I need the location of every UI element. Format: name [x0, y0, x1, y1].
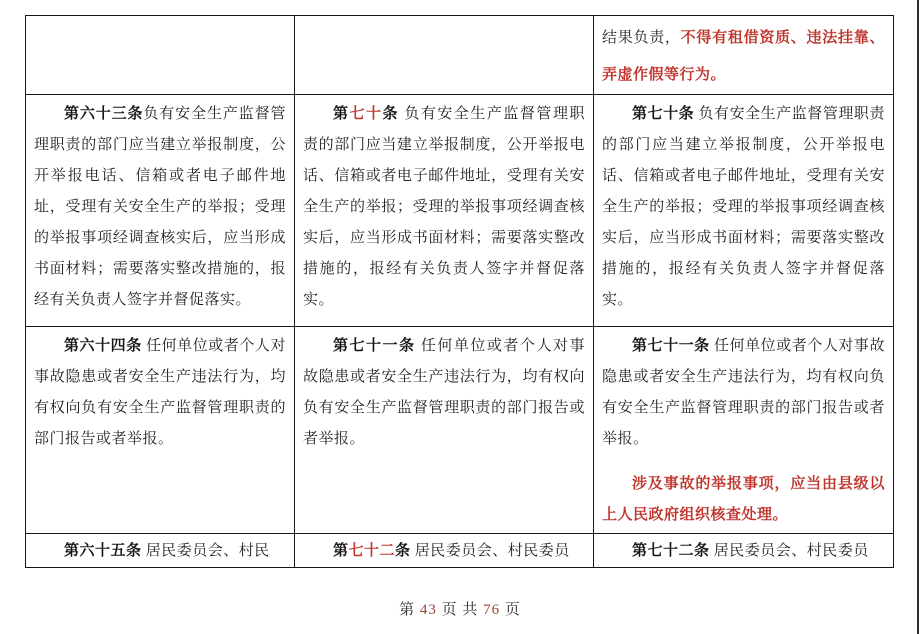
- text-segment: 涉及事故的举报事项，应当由县级以上人民政府组织核查处理。: [602, 476, 885, 523]
- text-segment: 第: [333, 106, 350, 122]
- text-segment: 第七十二条: [632, 543, 710, 559]
- text-segment: 页 共: [436, 602, 484, 618]
- text-segment: 第六十五条: [64, 543, 142, 559]
- article-64: [34, 331, 286, 455]
- article-72-clipped: [602, 536, 885, 567]
- cell-r4-col1: [26, 534, 295, 568]
- cell-r3-col1: [26, 327, 295, 534]
- table-row-3: [26, 327, 894, 534]
- text-segment: 居民委员会、村民委员: [709, 543, 869, 559]
- article-71-added-clause: [602, 469, 885, 531]
- article-63: [34, 99, 286, 316]
- table-row-4: [26, 534, 894, 568]
- cell-r2-col1: [26, 95, 295, 327]
- article-72-draft-clipped: [303, 536, 585, 567]
- cell-r1-col3: [594, 16, 894, 95]
- law-comparison-table: [25, 15, 894, 568]
- text-segment: 第: [333, 543, 349, 559]
- cell-r1-col1: [26, 16, 295, 95]
- text-segment: 页: [500, 602, 521, 618]
- cell-r3-col2: [295, 327, 594, 534]
- text-segment: 居民委员会、村民委员: [410, 543, 570, 559]
- cell-r3-col3: [594, 327, 894, 534]
- article-70-draft: [303, 99, 585, 316]
- article-65-clipped: [34, 536, 286, 567]
- text-segment: 七十: [349, 106, 383, 122]
- screenshot-right-edge-line: [917, 0, 919, 634]
- text-segment: 第七十条: [632, 106, 695, 122]
- page-number-footer: [0, 598, 920, 619]
- text-segment: 76: [483, 602, 501, 618]
- text-segment: 第六十三条: [64, 106, 144, 122]
- text-segment: 条: [395, 543, 411, 559]
- text-segment: 第六十四条: [64, 338, 142, 354]
- cell-r2-col2: [295, 95, 594, 327]
- paragraph-continuation: [602, 20, 885, 94]
- text-segment: 居民委员会、村民: [141, 543, 270, 559]
- text-segment: 第七十一条: [632, 338, 710, 354]
- article-71: [602, 331, 885, 455]
- text-segment: 负有安全生产监督管理职责的部门应当建立举报制度，公开举报电话、信箱或者电子邮件地址，受理有关安全生产的举报；受理的举报事项经调查核实后，应当形成书面材料；需要落实整改措施的，报经有关负责人签字并督促落实。: [34, 106, 286, 308]
- text-segment: 不得有租借资质、违法挂靠、弄虚作假等行为。: [602, 30, 885, 83]
- text-segment: 条: [382, 106, 400, 122]
- text-segment: 43: [419, 602, 437, 618]
- text-segment: 七十二: [348, 543, 396, 559]
- cell-r4-col2: [295, 534, 594, 568]
- text-segment: 任何单位或者个人对事故隐患或者安全生产违法行为，均有权向负有安全生产监督管理职责的部门报告或者举报。: [602, 338, 885, 447]
- cell-r1-col2: [295, 16, 594, 95]
- text-segment: 结果负责，: [602, 30, 681, 46]
- text-segment: 第七十一条: [333, 338, 416, 354]
- text-segment: 负有安全生产监督管理职责的部门应当建立举报制度，公开举报电话、信箱或者电子邮件地址，受理有关安全生产的举报；受理的举报事项经调查核实后，应当形成书面材料；需要落实整改措施的，报经有关负责人签字并督促落实。: [602, 106, 885, 308]
- article-71-draft: [303, 331, 585, 455]
- text-segment: 第: [399, 602, 420, 618]
- text-segment: 任何单位或者个人对事故隐患或者安全生产违法行为，均有权向负有安全生产监督管理职责的部门报告或者举报。: [303, 338, 585, 447]
- table-row-2: [26, 95, 894, 327]
- cell-r4-col3: [594, 534, 894, 568]
- article-70: [602, 99, 885, 316]
- cell-r2-col3: [594, 95, 894, 327]
- table-row-1: [26, 16, 894, 95]
- text-segment: 负有安全生产监督管理职责的部门应当建立举报制度，公开举报电话、信箱或者电子邮件地址，受理有关安全生产的举报；受理的举报事项经调查核实后，应当形成书面材料；需要落实整改措施的，报经有关负责人签字并督促落实。: [303, 106, 585, 308]
- text-segment: 任何单位或者个人对事故隐患或者安全生产违法行为，均有权向负有安全生产监督管理职责的部门报告或者举报。: [34, 338, 286, 447]
